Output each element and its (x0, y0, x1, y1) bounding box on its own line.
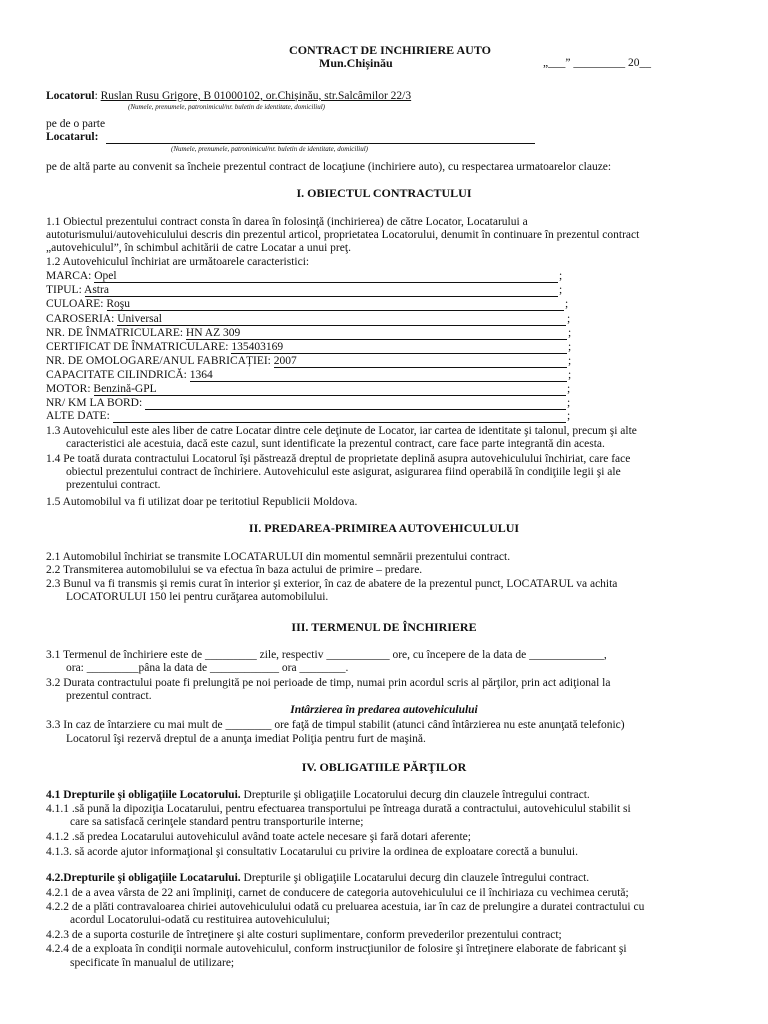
vehicle-field-label: MARCA: (46, 270, 92, 282)
p-1-1-line2: autoturismului/autovehiculului descris din prezentul articol, proprietatea Locatorului, denumit în continuare în prezentul contract (46, 229, 640, 241)
vehicle-field-underline (85, 296, 558, 297)
lessee-hint: (Numele, prenumele, patronimicul/nr. buletin de identitate, domiciliul) (171, 145, 369, 153)
p-3-1-line1: 3.1 Termenul de închiriere este de _________ zile, respectiv ___________ ore, cu începere de la data de _____________, (46, 649, 607, 661)
p-3-3-line1: 3.3 In caz de întarziere cu mai mult de ________ ore faţă de timpul stabilit (atunci când întârzierea nu este anunţată telefonic) (46, 719, 625, 731)
section-2-title: II. PREDAREA-PRIMIREA AUTOVEHICULULUI (248, 521, 520, 535)
p-1-3-line1: 1.3 Autovehiculul este ales liber de catre Locatar dintre cele deţinute de Locator, iar cartea de identitate şi talonul, precum şi alte (46, 425, 637, 437)
p-4-2-4-line1: 4.2.4 de a exploata în condiţii normale autovehiculul, conform instrucţiunilor de folosire şi întreţinere elaborate de fabricant şi (46, 943, 627, 955)
section-3-title: III. TERMENUL DE ÎNCHIRIERE (291, 620, 477, 634)
side-one: pe de o parte (46, 118, 106, 130)
p-4-1-text: Drepturile şi obligaţiile Locatorului decurg din clauzele întregului contract. (240, 789, 590, 801)
lessor-label: Locatorul (46, 90, 95, 102)
vehicle-field-terminator: ; (567, 313, 571, 325)
vehicle-field-label: NR. DE ÎNMATRICULARE: (46, 327, 184, 339)
vehicle-field-label: ALTE DATE: (46, 410, 110, 422)
p-3-2-line2: prezentul contract. (66, 690, 152, 702)
delay-subheading: Intârzierea în predarea autovehiculului (290, 704, 478, 716)
lessor-line: Locatorul: Ruslan Rusu Grigore, B 01000102, or.Chișinău, str.Salcâmilor 22/3 (46, 90, 412, 102)
p-4-1-heading: 4.1 Drepturile şi obligaţiile Locatorului. (46, 789, 241, 801)
vehicle-field-row (46, 369, 213, 382)
p-4-1-1-line1: 4.1.1 .să pună la dipoziţia Locatarului, pentru efectuarea transportului pe întreaga durată a contractului, autovehiculul stabilit si (46, 803, 631, 815)
p-4-2-heading: 4.2.Drepturile şi obligaţiile Locatarului. (46, 872, 241, 884)
vehicle-field-value: 1364 (189, 369, 213, 381)
p-3-2-line1: 3.2 Durata contractului poate fi prelungită pe noi perioade de timp, numai prin acordul scris al părţilor, prin act adiţional la (46, 677, 611, 689)
p-1-1-line3: „autovehiculul”, în schimbul achitării de catre Locatar a unui preţ. (46, 242, 351, 254)
vehicle-field-label: CERTIFICAT DE ÎNMATRICULARE: (46, 341, 229, 353)
vehicle-field-terminator: ; (567, 397, 571, 409)
vehicle-field-label: MOTOR: (46, 383, 91, 395)
vehicle-field-label: CAPACITATE CILINDRICĂ: (46, 369, 187, 381)
vehicle-field-underline (113, 422, 566, 423)
p-1-3-line2: caracteristici ale acestuia, dacă este cazul, sunt identificate la prezentul contract, care face parte integrantă din acesta. (66, 438, 605, 450)
vehicle-field-terminator: ; (559, 270, 563, 282)
vehicle-field-label: TIPUL: (46, 284, 82, 296)
vehicle-field-label: CAROSERIA: (46, 313, 115, 325)
p-4-2-3: 4.2.3 de a suporta costurile de întreţinere şi alte costuri suplimentare, conform prevederilor prezentului contract; (46, 929, 562, 941)
p-3-3-line2: Locatorul îşi rezervă dreptul de a anunţa imediat Poliţia pentru furt de maşină. (66, 733, 426, 745)
vehicle-field-label: NR. DE OMOLOGARE/ANUL FABRICAȚIEI: (46, 355, 271, 367)
p-1-4-line1: 1.4 Pe toată durata contractului Locatorul îşi păstrează dreptul de proprietate deplină asupra autovehiculului închiriat, care face (46, 453, 631, 465)
vehicle-field-terminator: ; (568, 341, 572, 353)
vehicle-field-label: NR/ KM LA BORD: (46, 397, 143, 409)
vehicle-field-underline (94, 395, 566, 396)
p-2-3-line2: LOCATORULUI 150 lei pentru curăţarea automobilului. (66, 591, 329, 603)
vehicle-field-underline (231, 353, 567, 354)
vehicle-field-underline (117, 325, 566, 326)
p-4-2-text: Drepturile şi obligaţiile Locatarului decurg din clauzele întregului contract. (240, 872, 590, 884)
p-1-4-line2: obiectul prezentului contract de închiriere. Autovehiculul este asigurat, asigurarea fiind operabilă în condiţiile legii şi ale (66, 466, 621, 478)
p-2-1: 2.1 Automobilul închiriat se transmite LOCATARULUI din momentul semnării prezentului contract. (46, 551, 511, 563)
p-1-4-line3: prezentului contract. (66, 479, 161, 491)
p-1-1-line1: 1.1 Obiectul prezentului contract consta în darea în folosinţă (inchirierea) de către Locator, Locatarului a (46, 216, 528, 228)
lessor-hint: (Numele, prenumele, patronimicul/nr. buletin de identitate, domiciliul) (128, 103, 326, 111)
vehicle-field-terminator: ; (568, 327, 572, 339)
vehicle-field-value: HN AZ 309 (185, 327, 241, 339)
vehicle-field-underline (145, 409, 566, 410)
vehicle-field-row (46, 410, 110, 423)
vehicle-field-value: 2007 (273, 355, 297, 367)
vehicle-field-terminator: ; (568, 355, 572, 367)
vehicle-field-value: 135403169 (231, 341, 284, 353)
vehicle-field-underline (107, 310, 565, 311)
intro-text: pe de altă parte au convenit sa încheie prezentul contract de locaţiune (inchiriere auto), cu respectarea urmatoarelor clauze: (46, 161, 612, 173)
p-4-2-2-line1: 4.2.2 de a plăti contravaloarea chiriei autovehiculului odată cu preluarea acestuia, iar în caz de prelungire a duratei contractului cu (46, 901, 645, 913)
p-2-2: 2.2 Transmiterea automobilului se va efectua în baza actului de primire – predare. (46, 564, 423, 576)
vehicle-field-value: Universal (117, 313, 162, 325)
vehicle-field-label: CULOARE: (46, 298, 104, 310)
vehicle-field-terminator: ; (568, 369, 572, 381)
p-1-2: 1.2 Autovehiculul închiriat are următoarele caracteristici: (46, 256, 310, 268)
vehicle-field-terminator: ; (565, 298, 569, 310)
section-4-title: IV. OBLIGATIILE PĂRŢILOR (301, 760, 467, 774)
vehicle-field-underline (94, 282, 558, 283)
p-4-2 (46, 872, 589, 885)
vehicle-field-row (46, 355, 297, 368)
p-4-2-2-line2: acordul Locatorului-odată cu restituirea autovehiculului; (70, 914, 330, 926)
contract-title: CONTRACT DE INCHIRIERE AUTO (289, 43, 491, 57)
p-4-2-4-line2: specificate în manualul de utilizare; (70, 957, 235, 969)
vehicle-field-underline (186, 339, 567, 340)
vehicle-field-value: Astra (84, 284, 109, 296)
vehicle-field-underline (274, 367, 567, 368)
p-1-5: 1.5 Automobilul va fi utilizat doar pe teritotiul Republicii Moldova. (46, 496, 358, 508)
p-4-2-1: 4.2.1 de a avea vârsta de 22 ani împliniţi, carnet de conducere de categoria autovehiculului ce il închiriaza cu vechimea cerută; (46, 887, 629, 899)
section-1-title: I. OBIECTUL CONTRACTULUI (296, 186, 472, 200)
contract-date: „___” _________ 20__ (543, 57, 651, 69)
lessee-blank (106, 143, 535, 144)
vehicle-field-value: Opel (94, 270, 117, 282)
p-4-1-3: 4.1.3. să acorde ajutor informaţional şi consultativ Locatarului cu privire la ordinea de exploatare corectă a bunului. (46, 846, 578, 858)
vehicle-field-row (46, 397, 142, 410)
vehicle-field-value: Roşu (106, 298, 131, 310)
vehicle-field-terminator: ; (567, 383, 571, 395)
p-4-1-2: 4.1.2 .să predea Locatarului autovehiculul având toate actele necesare şi fară dotari aferente; (46, 831, 471, 843)
p-3-1-line2: ora: _________pâna la data de ____________ ora ________. (66, 662, 349, 674)
vehicle-field-terminator: ; (567, 410, 571, 422)
lessor-value: Ruslan Rusu Grigore, B 01000102, or.Chișinău, str.Salcâmilor 22/3 (100, 90, 412, 102)
p-4-1-1-line2: care sa satisfacă cerinţele standard pentru transporturile interne; (70, 816, 364, 828)
p-2-3-line1: 2.3 Bunul va fi transmis şi remis curat în interior şi exterior, în caz de abatere de la prezentul punct, LOCATARUL va achita (46, 578, 618, 590)
vehicle-field-underline (190, 381, 567, 382)
vehicle-field-terminator: ; (559, 284, 563, 296)
vehicle-field-value: Benzină-GPL (93, 383, 157, 395)
p-4-1 (46, 789, 590, 802)
lessee-label: Locatarul: (46, 131, 99, 143)
contract-city: Mun.Chișinău (319, 56, 393, 70)
